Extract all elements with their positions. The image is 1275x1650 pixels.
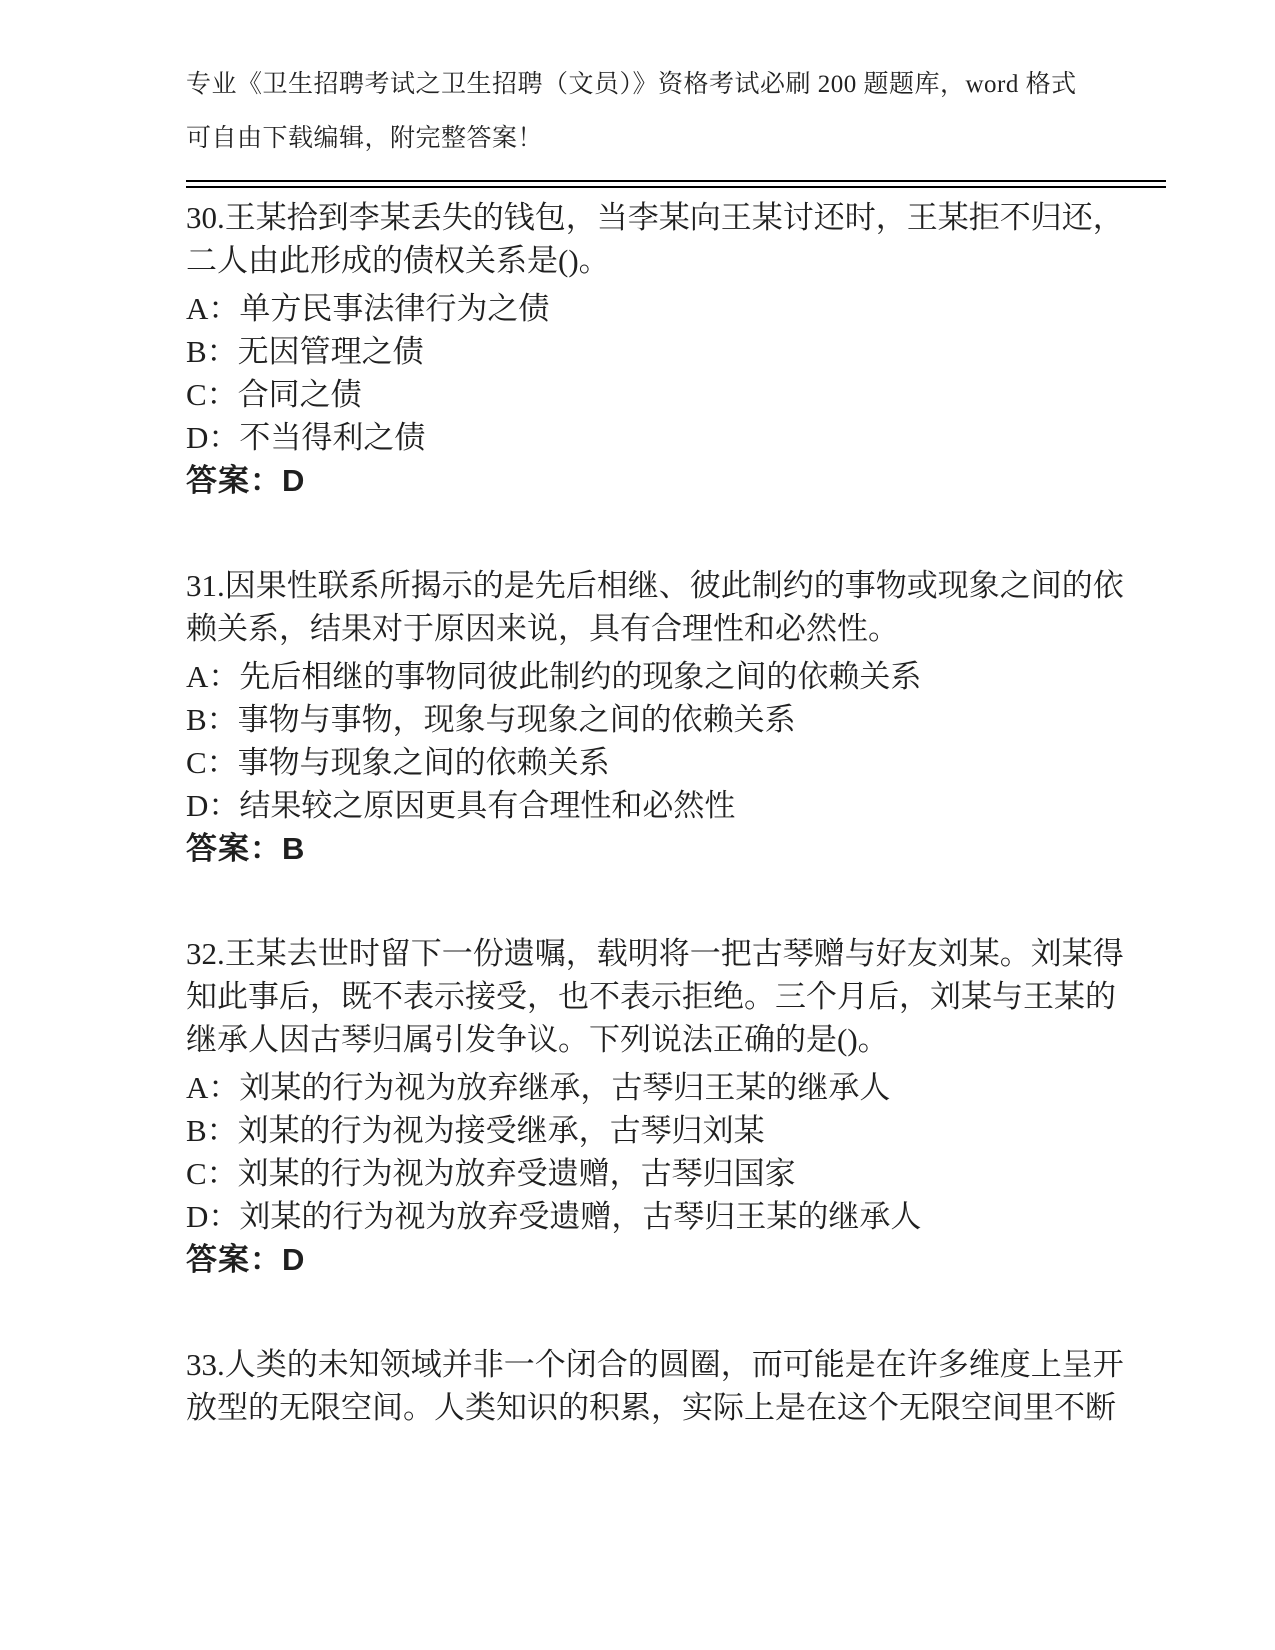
header-line-1: 专业《卫生招聘考试之卫生招聘（文员）》资格考试必刷 200 题题库，word 格式: [186, 71, 1077, 98]
option-group: [186, 1066, 1166, 1238]
question-30: [186, 196, 1166, 502]
question-31: [186, 564, 1166, 870]
option-c: C：刘某的行为视为放弃受遗赠，古琴归国家: [186, 1156, 796, 1191]
question-text-line: 赖关系，结果对于原因来说，具有合理性和必然性。: [186, 611, 899, 646]
option-b: B：无因管理之债: [186, 334, 424, 369]
option-c: C：合同之债: [186, 377, 362, 412]
header-line-2: 可自由下载编辑，附完整答案！: [186, 125, 544, 152]
question-text-line: 33.人类的未知领域并非一个闭合的圆圈，而可能是在许多维度上呈开: [186, 1347, 1124, 1382]
question-list: [186, 196, 1166, 1429]
question-text-line: 31.因果性联系所揭示的是先后相继、彼此制约的事物或现象之间的依: [186, 568, 1124, 603]
option-d: D：结果较之原因更具有合理性和必然性: [186, 788, 736, 823]
question-text-line: 32.王某去世时留下一份遗嘱，载明将一把古琴赠与好友刘某。刘某得: [186, 936, 1124, 971]
question-33: [186, 1343, 1166, 1429]
option-c: C：事物与现象之间的依赖关系: [186, 745, 610, 780]
question-32: [186, 932, 1166, 1281]
question-text-line: 二人由此形成的债权关系是()。: [186, 243, 610, 278]
answer-line: 答案：D: [186, 1242, 306, 1277]
document-content: [186, 58, 1166, 1429]
question-text-line: 放型的无限空间。人类知识的积累，实际上是在这个无限空间里不断: [186, 1390, 1116, 1425]
option-group: [186, 655, 1166, 827]
option-d: D：不当得利之债: [186, 420, 426, 455]
question-text-line: 30.王某拾到李某丢失的钱包，当李某向王某讨还时，王某拒不归还，: [186, 200, 1124, 235]
document-header: [186, 58, 1166, 166]
header-divider-rule: [186, 180, 1166, 188]
option-a: A：先后相继的事物同彼此制约的现象之间的依赖关系: [186, 659, 922, 694]
answer-line: 答案：D: [186, 463, 306, 498]
option-a: A：单方民事法律行为之债: [186, 291, 550, 326]
option-group: [186, 287, 1166, 459]
question-text-line: 继承人因古琴归属引发争议。下列说法正确的是()。: [186, 1022, 889, 1057]
answer-line: 答案：B: [186, 831, 306, 866]
option-d: D：刘某的行为视为放弃受遗赠，古琴归王某的继承人: [186, 1199, 922, 1234]
option-b: B：事物与事物，现象与现象之间的依赖关系: [186, 702, 796, 737]
option-a: A：刘某的行为视为放弃继承，古琴归王某的继承人: [186, 1070, 891, 1105]
option-b: B：刘某的行为视为接受继承，古琴归刘某: [186, 1113, 765, 1148]
question-text-line: 知此事后，既不表示接受，也不表示拒绝。三个月后，刘某与王某的: [186, 979, 1116, 1014]
